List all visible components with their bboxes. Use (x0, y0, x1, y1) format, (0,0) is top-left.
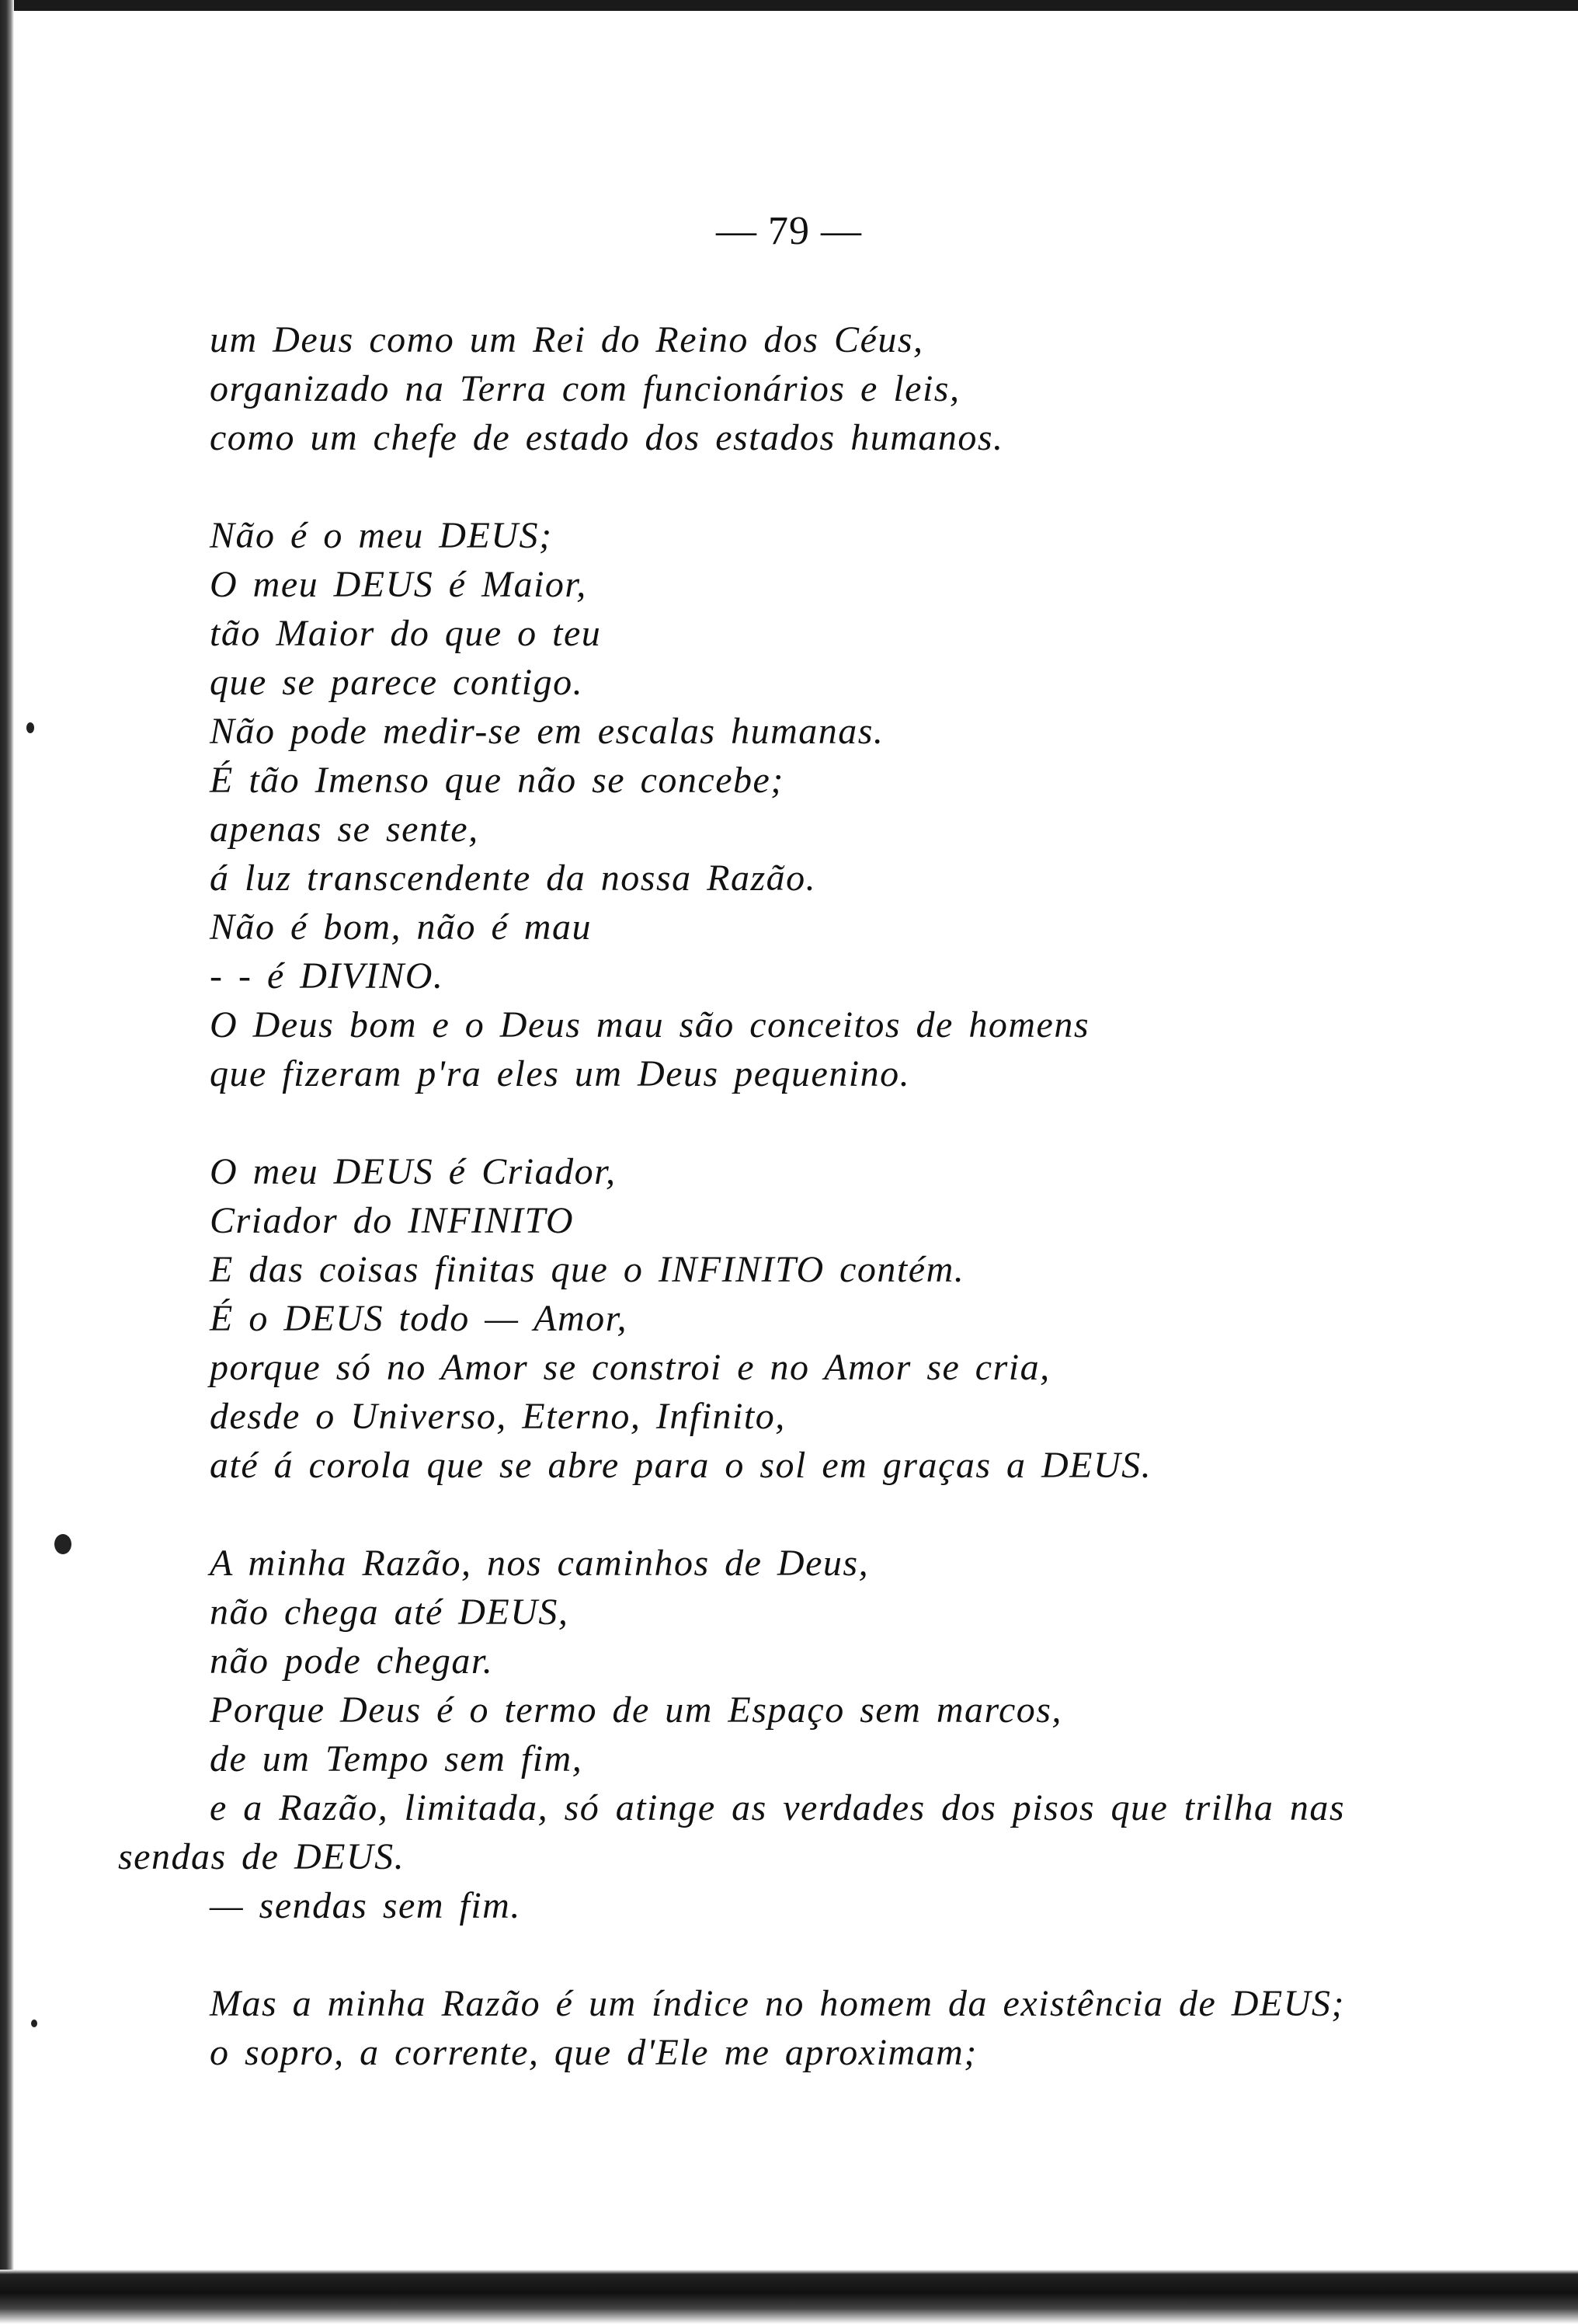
poem-line: tão Maior do que o teu (210, 613, 602, 654)
poem-line: organizado na Terra com funcionários e leis, (210, 368, 961, 409)
scan-border-top (0, 0, 1578, 11)
poem-line: o sopro, a corrente, que d'Ele me aproximam; (210, 2032, 978, 2073)
poem-line: Mas a minha Razão é um índice no homem da existência de DEUS; (210, 1983, 1345, 2024)
poem-line: de um Tempo sem fim, (210, 1738, 583, 1780)
poem-line: Criador do INFINITO (210, 1200, 575, 1241)
poem-line: desde o Universo, Eterno, Infinito, (210, 1396, 786, 1437)
poem-line: É o DEUS todo — Amor, (210, 1298, 627, 1339)
poem-line: A minha Razão, nos caminhos de Deus, (210, 1543, 870, 1584)
poem-line: porque só no Amor se constroi e no Amor se cria, (210, 1347, 1051, 1388)
poem-line: até á corola que se abre para o sol em graças a DEUS. (210, 1445, 1152, 1486)
poem-line: que fizeram p'ra eles um Deus pequenino. (210, 1053, 911, 1094)
poem-line: á luz transcendente da nossa Razão. (210, 858, 817, 899)
poem-line: não pode chegar. (210, 1640, 494, 1682)
scan-border-left (0, 0, 14, 2324)
poem-line: O Deus bom e o Deus mau são conceitos de homens (210, 1004, 1090, 1045)
stanza (210, 511, 1437, 1098)
page-number: — 79 — (716, 209, 862, 253)
scan-speck (26, 722, 34, 733)
poem-line: que se parece contigo. (210, 662, 584, 703)
poem-line: É tão Imenso que não se concebe; (210, 760, 784, 801)
poem-line: Não é bom, não é mau (210, 906, 592, 948)
poem-line: um Deus como um Rei do Reino dos Céus, (210, 319, 924, 360)
scan-speck (31, 2020, 37, 2027)
poem-line: Não pode medir-se em escalas humanas. (210, 711, 885, 752)
stanza (210, 1979, 1437, 2077)
scan-speck (54, 1534, 71, 1554)
poem-line: apenas se sente, (210, 809, 479, 850)
poem-body (118, 315, 1437, 2126)
poem-line: não chega até DEUS, (210, 1592, 569, 1633)
stanza (210, 315, 1437, 462)
poem-line: - - é DIVINO. (210, 955, 444, 997)
poem-line: O meu DEUS é Maior, (210, 564, 587, 605)
poem-line: — sendas sem fim. (210, 1885, 521, 1926)
poem-line: como um chefe de estado dos estados humanos. (210, 417, 1004, 458)
poem-line: Porque Deus é o termo de um Espaço sem marcos, (210, 1689, 1062, 1731)
stanza (118, 1539, 1437, 1930)
poem-line: O meu DEUS é Criador, (210, 1151, 617, 1192)
stanza (210, 1147, 1437, 1490)
poem-line: E das coisas finitas que o INFINITO contém. (210, 1249, 965, 1290)
poem-line: Não é o meu DEUS; (210, 515, 553, 556)
scan-border-bottom (0, 2270, 1578, 2324)
poem-line: e a Razão, limitada, só atinge as verdades dos pisos que trilha nas sendas de DEUS. (118, 1787, 1345, 1877)
